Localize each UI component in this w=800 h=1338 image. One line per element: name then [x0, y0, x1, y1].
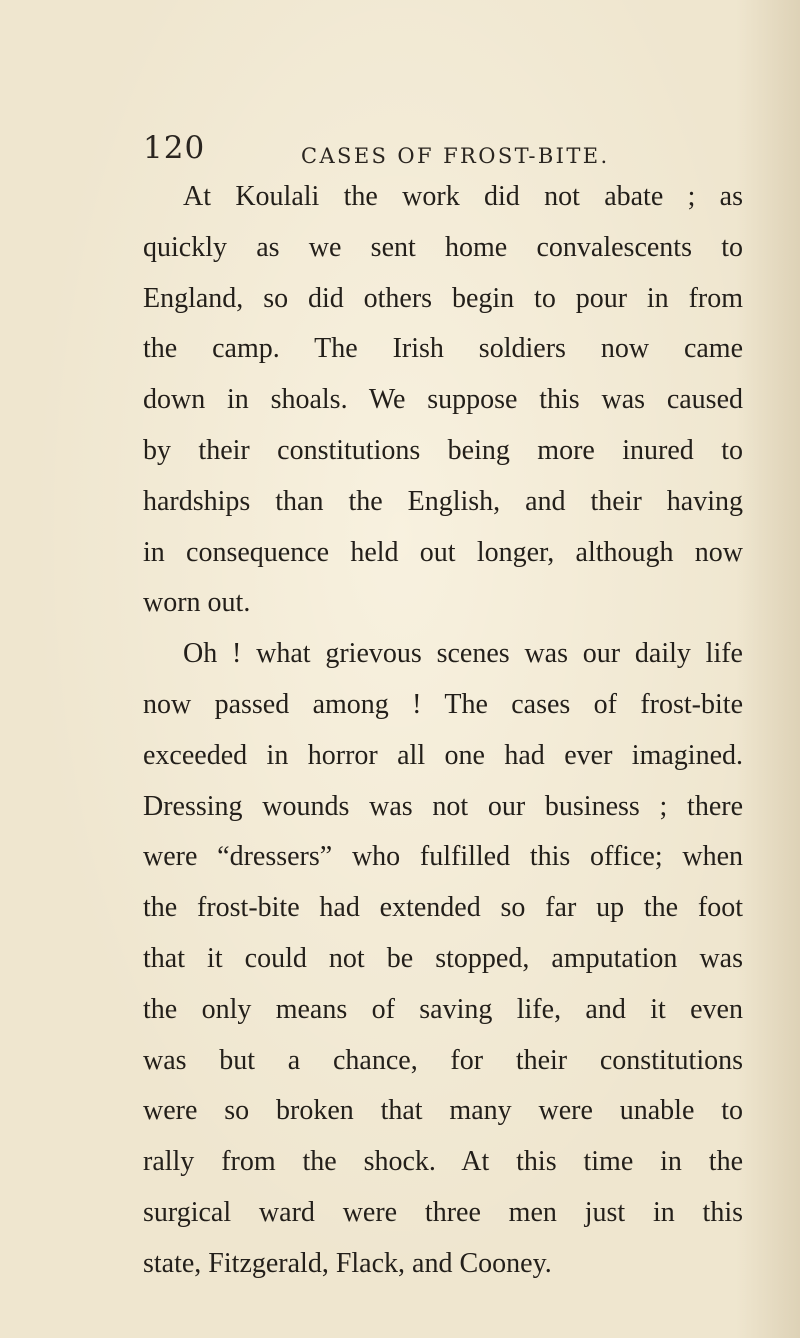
text-line: state, Fitzgerald, Flack, and Cooney. — [143, 1247, 552, 1279]
text-line: quickly as we sent home convalescents to — [143, 231, 743, 263]
text-line: were “dressers” who fulfilled this office; when — [143, 841, 743, 873]
text-line: England, so did others begin to pour in from — [143, 282, 743, 314]
text-line: hardships than the English, and their having — [143, 485, 743, 517]
text-line: down in shoals. We suppose this was caused — [143, 384, 743, 416]
text-line: exceeded in horror all one had ever imagined. — [143, 739, 743, 771]
text-line: by their constitutions being more inured to — [143, 434, 743, 466]
text-line: worn out. — [143, 587, 251, 619]
page-number: 120 — [143, 130, 206, 166]
text-line: surgical ward were three men just in this — [143, 1196, 743, 1228]
text-line: At Koulali the work did not abate ; as — [183, 181, 743, 212]
text-line: now passed among ! The cases of frost-bite — [143, 688, 743, 720]
running-title: CASES OF FROST-BITE. — [301, 144, 610, 168]
text-line: Dressing wounds was not our business ; there — [143, 790, 743, 822]
body-text — [143, 172, 743, 1290]
text-line: the frost-bite had extended so far up the foot — [143, 892, 743, 924]
text-line: rally from the shock. At this time in the — [143, 1146, 743, 1178]
text-line: that it could not be stopped, amputation was — [143, 942, 743, 974]
text-line: the only means of saving life, and it even — [143, 993, 743, 1025]
text-line: were so broken that many were unable to — [143, 1095, 743, 1127]
text-line: Oh ! what grievous scenes was our daily life — [183, 638, 743, 670]
text-line: in consequence held out longer, although now — [143, 536, 743, 568]
text-line: was but a chance, for their constitutions — [143, 1044, 743, 1076]
text-line: the camp. The Irish soldiers now came — [143, 333, 743, 365]
running-head — [143, 130, 743, 174]
